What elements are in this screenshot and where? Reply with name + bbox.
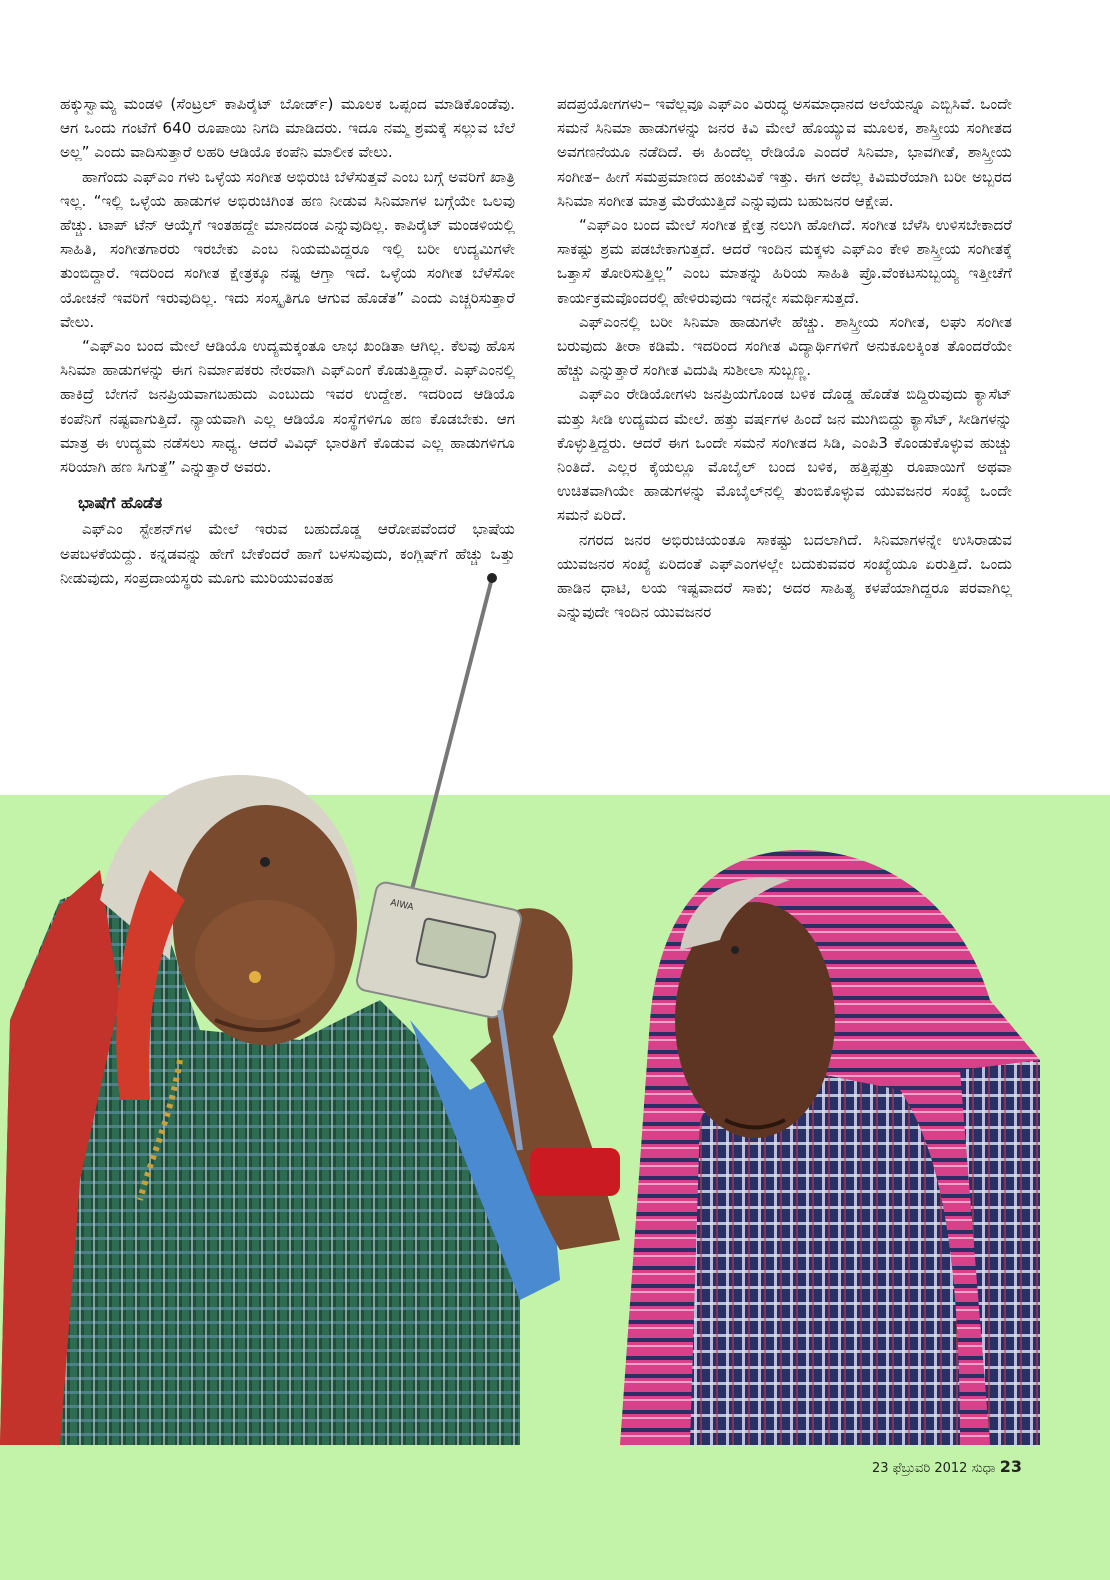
photo-women-with-radio (0, 560, 1110, 1460)
paragraph: ಹಾಗೆಂದು ಎಫ್‌ಎಂ ಗಳು ಒಳ್ಳೆಯ ಸಂಗೀತ ಅಭಿರುಚಿ ಬೆಳೆಸುತ್ತವೆ ಎಂಬ ಬಗ್ಗೆ ಅವರಿಗೆ ಖಾತ್ರಿ ಇಲ್ಲ. “ಇಲ್ಲಿ ಒಳ್ಳೆಯ ಹಾಡುಗಳ ಅಭಿರುಚಿಗಿಂತ ಹಣ ನೀಡುವ ಸಿನಿಮಾಗಳ ಬಗ್ಗೆಯೇ ಒಲವು ಹೆಚ್ಚು. ಟಾಪ್ ಟೆನ್ ಆಯ್ಕೆಗೆ ಇಂತಹದ್ದೇ ಮಾನದಂಡ ಎನ್ನುವುದಿಲ್ಲ. ಕಾಪಿರೈಟ್ ಮಂಡಳಿಯಲ್ಲಿ ಸಾಹಿತಿ, ಸಂಗೀತಗಾರರು ಇರಬೇಕು ಎಂಬ ನಿಯಮವಿದ್ದರೂ ಇಲ್ಲಿ ಬರೀ ಉದ್ಯಮಿಗಳೇ ತುಂಬಿದ್ದಾರೆ. ಇದರಿಂದ ಸಂಗೀತ ಕ್ಷೇತ್ರಕ್ಕೂ ನಷ್ಟ ಆಗ್ತಾ ಇದೆ. ಒಳ್ಳೆಯ ಸಂಗೀತ ಬೆಳೆಸೋ ಯೋಚನೆ ಇವರಿಗೆ ಇರುವುದಿಲ್ಲ. ಇದು ಸಂಸ್ಕೃತಿಗೂ ಆಗುವ ಹೊಡೆತ” ಎಂದು ಎಚ್ಚರಿಸುತ್ತಾರೆ ವೇಲು. (60, 167, 515, 331)
paragraph: ಎಫ್‌ಎಂನಲ್ಲಿ ಬರೀ ಸಿನಿಮಾ ಹಾಡುಗಳೇ ಹೆಚ್ಚು. ಶಾಸ್ತ್ರೀಯ ಸಂಗೀತ, ಲಘು ಸಂಗೀತ ಬರುವುದು ತೀರಾ ಕಡಿಮೆ. ಇದರಿಂದ ಸಂಗೀತ ವಿದ್ಯಾರ್ಥಿಗಳಿಗೆ ಅನುಕೂಲಕ್ಕಿಂತ ತೊಂದರೆಯೇ ಹೆಚ್ಚು ಎನ್ನುತ್ತಾರೆ ಸಂಗೀತ ವಿದುಷಿ ಸುಶೀಲಾ ಸುಬ್ಬಣ್ಣ. (557, 312, 1012, 380)
antenna-tip (487, 573, 497, 583)
paragraph: ನಗರದ ಜನರ ಅಭಿರುಚಿಯಂತೂ ಸಾಕಷ್ಟು ಬದಲಾಗಿದೆ. ಸಿನಿಮಾಗಳನ್ನೇ ಉಸಿರಾಡುವ ಯುವಜನರ ಸಂಖ್ಯೆ ಏರಿದಂತೆ ಎಫ್‌ಎಂಗಳಲ್ಲೇ ಬದುಕುವವರ ಸಂಖ್ಯೆಯೂ ಏರುತ್ತಿದೆ. ಒಂದು ಹಾಡಿನ ಧಾಟಿ, ಲಯ ಇಷ್ಟವಾದರೆ ಸಾಕು; ಅದರ ಸಾಹಿತ್ಯ ಕಳಪೆಯಾಗಿದ್ದರೂ ಪರವಾಗಿಲ್ಲ ಎನ್ನುವುದೇ ಇಂದಿನ ಯುವಜನರ (557, 530, 1012, 622)
paragraph: ಎಫ್‌ಎಂ ಸ್ಟೇಶನ್‌ಗಳ ಮೇಲೆ ಇರುವ ಬಹುದೊಡ್ಡ ಆರೋಪವೆಂದರೆ ಭಾಷೆಯ ಅಪಬಳಕೆಯದ್ದು. ಕನ್ನಡವನ್ನು ಹೇಗೆ ಬೇಕೆಂದರೆ ಹಾಗೆ ಬಳಸುವುದು, ಕಂಗ್ಲಿಷ್‌ಗೆ ಹೆಚ್ಚು ಒತ್ತು ನೀಡುವುದು, ಸಂಪ್ರದಾಯಸ್ಥರು ಮೂಗು ಮುರಿಯುವಂತಹ (60, 520, 515, 587)
paragraph: “ಎಫ್‌ಎಂ ಬಂದ ಮೇಲೆ ಆಡಿಯೊ ಉದ್ಯಮಕ್ಕಂತೂ ಲಾಭ ಖಂಡಿತಾ ಆಗಿಲ್ಲ. ಕೆಲವು ಹೊಸ ಸಿನಿಮಾ ಹಾಡುಗಳನ್ನು ಈಗ ನಿರ್ಮಾಪಕರು ನೇರವಾಗಿ ಎಫ್‌ಎಂಗೆ ಕೊಡುತ್ತಿದ್ದಾರೆ. ಎಫ್‌ಎಂನಲ್ಲಿ ಹಾಕಿದ್ರೆ ಬೇಗನೆ ಜನಪ್ರಿಯವಾಗಬಹುದು ಎಂಬುದು ಇವರ ಉದ್ದೇಶ. ಇದರಿಂದ ಆಡಿಯೊ ಕಂಪೆನಿಗೆ ನಷ್ಟವಾಗುತ್ತಿದೆ. ನ್ಯಾಯವಾಗಿ ಎಲ್ಲ ಆಡಿಯೊ ಸಂಸ್ಥೆಗಳಿಗೂ ಹಣ ಕೊಡಬೇಕು. ಆಗ ಮಾತ್ರ ಈ ಉದ್ಯಮ ನಡೆಸಲು ಸಾಧ್ಯ. ಆದರೆ ವಿವಿಧ್ ಭಾರತಿಗೆ ಕೊಡುವ ಎಲ್ಲ ಹಾಡುಗಳಿಗೂ ಸರಿಯಾಗಿ ಹಣ ಸಿಗುತ್ತೆ” ಎನ್ನುತ್ತಾರೆ ಅವರು. (60, 337, 515, 477)
left-text-column (60, 92, 515, 590)
radio-antenna (408, 578, 492, 905)
section-subheading: ಭಾಷೆಗೆ ಹೊಡೆತ (78, 493, 163, 513)
paragraph: ಪದಪ್ರಯೋಗಗಳು– ಇವೆಲ್ಲವೂ ಎಫ್‌ಎಂ ವಿರುದ್ಧ ಅಸಮಾಧಾನದ ಅಲೆಯನ್ನೂ ಎಬ್ಬಿಸಿವೆ. ಒಂದೇ ಸಮನೆ ಸಿನಿಮಾ ಹಾಡುಗಳನ್ನು ಜನರ ಕಿವಿ ಮೇಲೆ ಹೊಯ್ಯುವ ಮೂಲಕ, ಶಾಸ್ತ್ರೀಯ ಸಂಗೀತದ ಅವಗಣನೆಯೂ ನಡೆದಿದೆ. ಈ ಹಿಂದೆಲ್ಲ ರೇಡಿಯೊ ಎಂದರೆ ಸಿನಿಮಾ, ಭಾವಗೀತೆ, ಶಾಸ್ತ್ರೀಯ ಸಂಗೀತ– ಹೀಗೆ ಸಮಪ್ರಮಾಣದ ಹಂಚುವಿಕೆ ಇತ್ತು. ಈಗ ಅದೆಲ್ಲ ಕಿವಿಮರೆಯಾಗಿ ಬರೀ ಅಬ್ಬರದ ಸಿನಿಮಾ ಸಂಗೀತ ಮಾತ್ರ ಮೆರೆಯುತ್ತಿದೆ ಎನ್ನುವುದು ಬಹುಜನರ ಆಕ್ಷೇಪ. (557, 95, 1012, 210)
red-bangles (530, 1148, 620, 1196)
paragraph: ಎಫ್‌ಎಂ ರೇಡಿಯೋಗಳು ಜನಪ್ರಿಯಗೊಂಡ ಬಳಿಕ ದೊಡ್ಡ ಹೊಡೆತ ಬಿದ್ದಿರುವುದು ಕ್ಯಾಸೆಟ್ ಮತ್ತು ಸೀಡಿ ಉದ್ಯಮದ ಮೇಲೆ. ಹತ್ತು ವರ್ಷಗಳ ಹಿಂದೆ ಜನ ಮುಗಿಬಿದ್ದು ಕ್ಯಾಸೆಟ್, ಸೀಡಿಗಳನ್ನು ಕೊಳ್ಳುತ್ತಿದ್ದರು. ಆದರೆ ಈಗ ಒಂದೇ ಸಮನೆ ಸಂಗೀತದ ಸಿಡಿ, ಎಂಪಿ3 ಕೊಂಡುಕೊಳ್ಳುವ ಹುಚ್ಚು ನಿಂತಿದೆ. ಎಲ್ಲರ ಕೈಯಲ್ಲೂ ಮೊಬೈಲ್ ಬಂದ ಬಳಿಕ, ಹತ್ತಿಪ್ಪತ್ತು ರೂಪಾಯಿಗೆ ಅಥವಾ ಉಚಿತವಾಗಿಯೇ ಹಾಡುಗಳನ್ನು ಮೊಬೈಲ್‌ನಲ್ಲಿ ತುಂಬಿಕೊಳ್ಳುವ ಯುವಜನರ ಸಂಖ್ಯೆ ಒಂದೇ ಸಮನೆ ಏರಿದೆ. (557, 385, 1012, 525)
left-woman (0, 775, 620, 1445)
radio-brand-label: AIWA (389, 898, 415, 913)
paragraph: ಹಕ್ಕುಸ್ವಾಮ್ಯ ಮಂಡಳಿ (ಸೆಂಟ್ರಲ್ ಕಾಪಿರೈಟ್ ಬೋರ್ಡ್) ಮೂಲಕ ಒಪ್ಪಂದ ಮಾಡಿಕೊಂಡೆವು. ಆಗ ಒಂದು ಗಂಟೆಗೆ 640 ರೂಪಾಯಿ ನಿಗದಿ ಮಾಡಿದರು. ಇದೂ ನಮ್ಮ ಶ್ರಮಕ್ಕೆ ಸಲ್ಲುವ ಬೆಲೆ ಅಲ್ಲ” ಎಂದು ವಾದಿಸುತ್ತಾರೆ ಲಹರಿ ಆಡಿಯೊ ಕಂಪೆನಿ ಮಾಲೀಕ ವೇಲು. (60, 95, 515, 162)
page-footer (872, 1457, 1022, 1476)
right-text-column (557, 92, 1012, 624)
page-number: 23 (999, 1457, 1022, 1476)
footer-date-magazine: 23 ಫೆಬ್ರುವರಿ 2012 ಸುಧಾ (871, 1461, 996, 1476)
paragraph: “ಎಫ್‌ಎಂ ಬಂದ ಮೇಲೆ ಸಂಗೀತ ಕ್ಷೇತ್ರ ನಲುಗಿ ಹೋಗಿದೆ. ಸಂಗೀತ ಬೆಳೆಸಿ ಉಳಿಸಬೇಕಾದರೆ ಸಾಕಷ್ಟು ಶ್ರಮ ಪಡಬೇಕಾಗುತ್ತದೆ. ಆದರೆ ಇಂದಿನ ಮಕ್ಕಳು ಎಫ್‌ಎಂ ಕೇಳಿ ಶಾಸ್ತ್ರೀಯ ಸಂಗೀತಕ್ಕೆ ಒತ್ತಾಸೆ ತೋರಿಸುತ್ತಿಲ್ಲ” ಎಂಬ ಮಾತನ್ನು ಹಿರಿಯ ಸಾಹಿತಿ ಪ್ರೊ.ವೆಂಕಟಸುಬ್ಬಯ್ಯ ಇತ್ತೀಚೆಗೆ ಕಾರ್ಯಕ್ರಮವೊಂದರಲ್ಲಿ ಹೇಳಿರುವುದು ಇದನ್ನೇ ಸಮರ್ಥಿಸುತ್ತದೆ. (557, 216, 1012, 307)
right-woman (620, 850, 1040, 1445)
